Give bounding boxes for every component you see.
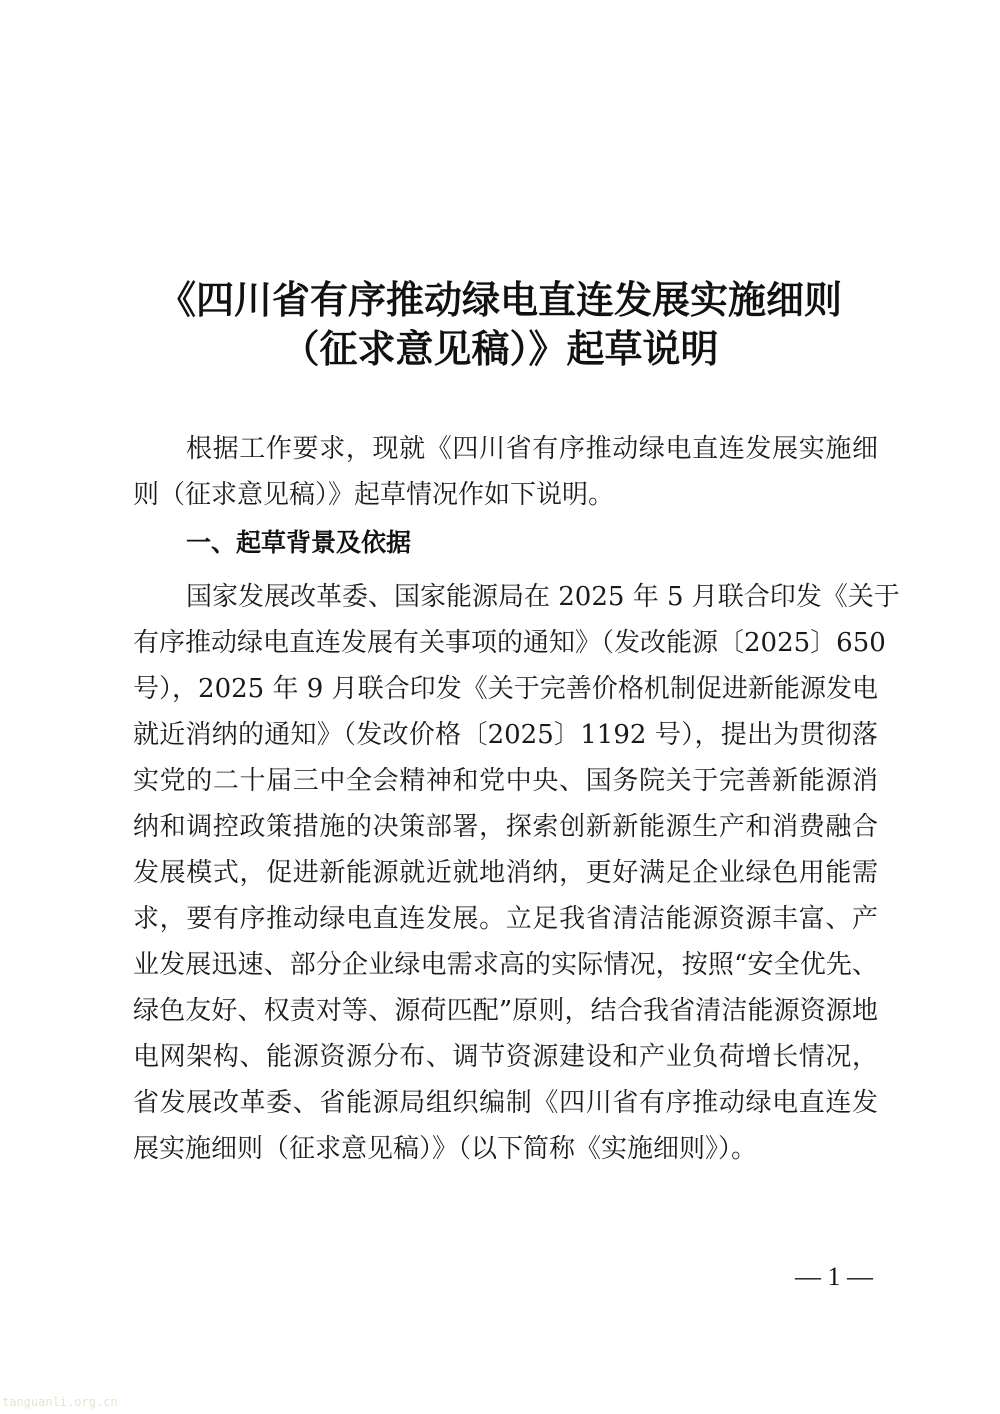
paragraph-line: 省发展改革委、省能源局组织编制《四川省有序推动绿电直连发 — [133, 1088, 878, 1118]
paragraph-line: 业发展迅速、部分企业绿电需求高的实际情况，按照“安全优先、 — [133, 950, 878, 980]
paragraph-line: 电网架构、能源资源分布、调节资源建设和产业负荷增长情况， — [133, 1042, 878, 1072]
paragraph-line: 纳和调控政策措施的决策部署，探索创新新能源生产和消费融合 — [133, 812, 878, 842]
intro-line: 根据工作要求，现就《四川省有序推动绿电直连发展实施细 — [186, 434, 878, 464]
document-title-line-2: （征求意见稿）》起草说明 — [281, 326, 719, 371]
paragraph-line: 绿色友好、权责对等、源荷匹配”原则，结合我省清洁能源资源地 — [133, 996, 878, 1026]
paragraph-line: 发展模式，促进新能源就近就地消纳，更好满足企业绿色用能需 — [133, 858, 878, 888]
intro-line: 则（征求意见稿）》起草情况作如下说明。 — [133, 480, 615, 510]
section-heading: 一、起草背景及依据 — [186, 528, 412, 557]
paragraph-line: 就近消纳的通知》（发改价格〔2025〕1192 号），提出为贯彻落 — [133, 720, 878, 750]
paragraph-line: 展实施细则（征求意见稿）》（以下简称《实施细则》）。 — [133, 1134, 758, 1164]
paragraph-line: 求，要有序推动绿电直连发展。立足我省清洁能源资源丰富、产 — [133, 904, 878, 934]
page-number: — 1 — — [795, 1262, 873, 1291]
paragraph-line: 号），2025 年 9 月联合印发《关于完善价格机制促进新能源发电 — [133, 674, 878, 704]
document-title-line-1: 《四川省有序推动绿电直连发展实施细则 — [157, 277, 842, 322]
watermark: tanguanli.org.cn — [2, 1395, 118, 1409]
paragraph-line: 实党的二十届三中全会精神和党中央、国务院关于完善新能源消 — [133, 766, 878, 796]
paragraph-line: 国家发展改革委、国家能源局在 2025 年 5 月联合印发《关于 — [186, 582, 900, 612]
paragraph-line: 有序推动绿电直连发展有关事项的通知》（发改能源〔2025〕650 — [133, 628, 886, 658]
